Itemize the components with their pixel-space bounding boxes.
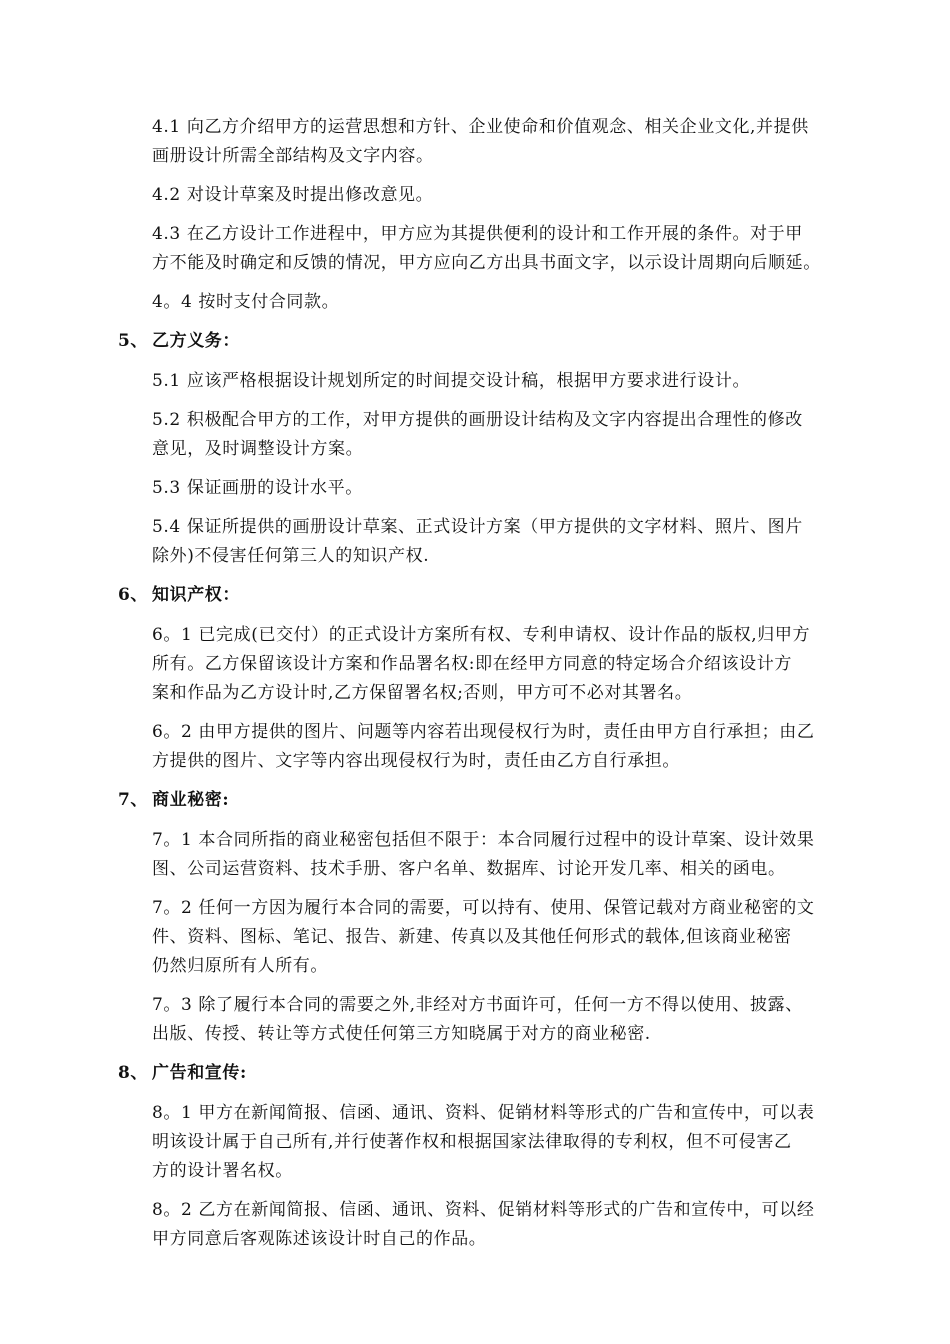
section-title: 乙方义务： <box>152 331 240 351</box>
clause-7-3: 7。3 除了履行本合同的需要之外,非经对方书面许可，任何一方不得以使用、披露、 出版、传授、转让等方式使任何第三方知晓属于对方的商业秘密. <box>152 995 803 1044</box>
clause-6-2: 6。2 由甲方提供的图片、问题等内容若出现侵权行为时，责任由甲方自行承担；由乙 方提供的图片、文字等内容出现侵权行为时，责任由乙方自行承担。 <box>152 722 815 771</box>
clause-5-2: 5.2 积极配合甲方的工作，对甲方提供的画册设计结构及文字内容提出合理性的修改 意见，及时调整设计方案。 <box>152 410 803 459</box>
section-title: 广告和宣传: <box>152 1063 247 1083</box>
section-number: 6、 <box>118 585 149 605</box>
clause-8-2: 8。2 乙方在新闻简报、信函、通讯、资料、促销材料等形式的广告和宣传中，可以经 甲方同意后客观陈述该设计时自己的作品。 <box>152 1200 815 1249</box>
clause-4-3: 4.3 在乙方设计工作进程中，甲方应为其提供便利的设计和工作开展的条件。对于甲 方不能及时确定和反馈的情况，甲方应向乙方出具书面文字，以示设计周期向后顺延。 <box>152 224 821 273</box>
clause-8-1: 8。1 甲方在新闻简报、信函、通讯、资料、促销材料等形式的广告和宣传中，可以表 明该设计属于自己所有,并行使著作权和根据国家法律取得的专利权，但不可侵害乙 方的设计署名权。 <box>152 1103 815 1181</box>
document-body <box>118 113 878 1264</box>
section-heading-5 <box>118 327 878 355</box>
section-number: 7、 <box>118 790 149 810</box>
clause-5-4: 5.4 保证所提供的画册设计草案、正式设计方案（甲方提供的文字材料、照片、图片 除外)不侵害任何第三人的知识产权. <box>152 517 803 566</box>
section-title: 商业秘密: <box>152 790 230 810</box>
section-heading-7 <box>118 786 878 814</box>
clause-5-1: 5.1 应该严格根据设计规划所定的时间提交设计稿，根据甲方要求进行设计。 <box>152 371 751 391</box>
section-title: 知识产权： <box>152 585 240 605</box>
clause-5-3: 5.3 保证画册的设计水平。 <box>152 478 363 498</box>
clause-4-1: 4.1 向乙方介绍甲方的运营思想和方针、企业使命和价值观念、相关企业文化,并提供 画册设计所需全部结构及文字内容。 <box>152 117 809 166</box>
section-heading-6 <box>118 581 878 609</box>
clause-6-1: 6。1 已完成(已交付）的正式设计方案所有权、专利申请权、设计作品的版权,归甲方 所有。乙方保留该设计方案和作品署名权:即在经甲方同意的特定场合介绍该设计方 案和作品为乙方设计时,乙方保留署名权;否则，甲方可不必对其署名。 <box>152 625 811 703</box>
clause-7-1: 7。1 本合同所指的商业秘密包括但不限于：本合同履行过程中的设计草案、设计效果 图、公司运营资料、技术手册、客户名单、数据库、讨论开发几率、相关的函电。 <box>152 830 815 879</box>
clause-7-2: 7。2 任何一方因为履行本合同的需要，可以持有、使用、保管记载对方商业秘密的文 件、资料、图标、笔记、报告、新建、传真以及其他任何形式的载体,但该商业秘密 仍然归原所有人所有。 <box>152 898 815 976</box>
section-number: 5、 <box>118 331 149 351</box>
section-number: 8、 <box>118 1063 149 1083</box>
section-heading-8 <box>118 1059 878 1087</box>
clause-4-4: 4。4 按时支付合同款。 <box>152 292 340 312</box>
clause-4-2: 4.2 对设计草案及时提出修改意见。 <box>152 185 434 205</box>
